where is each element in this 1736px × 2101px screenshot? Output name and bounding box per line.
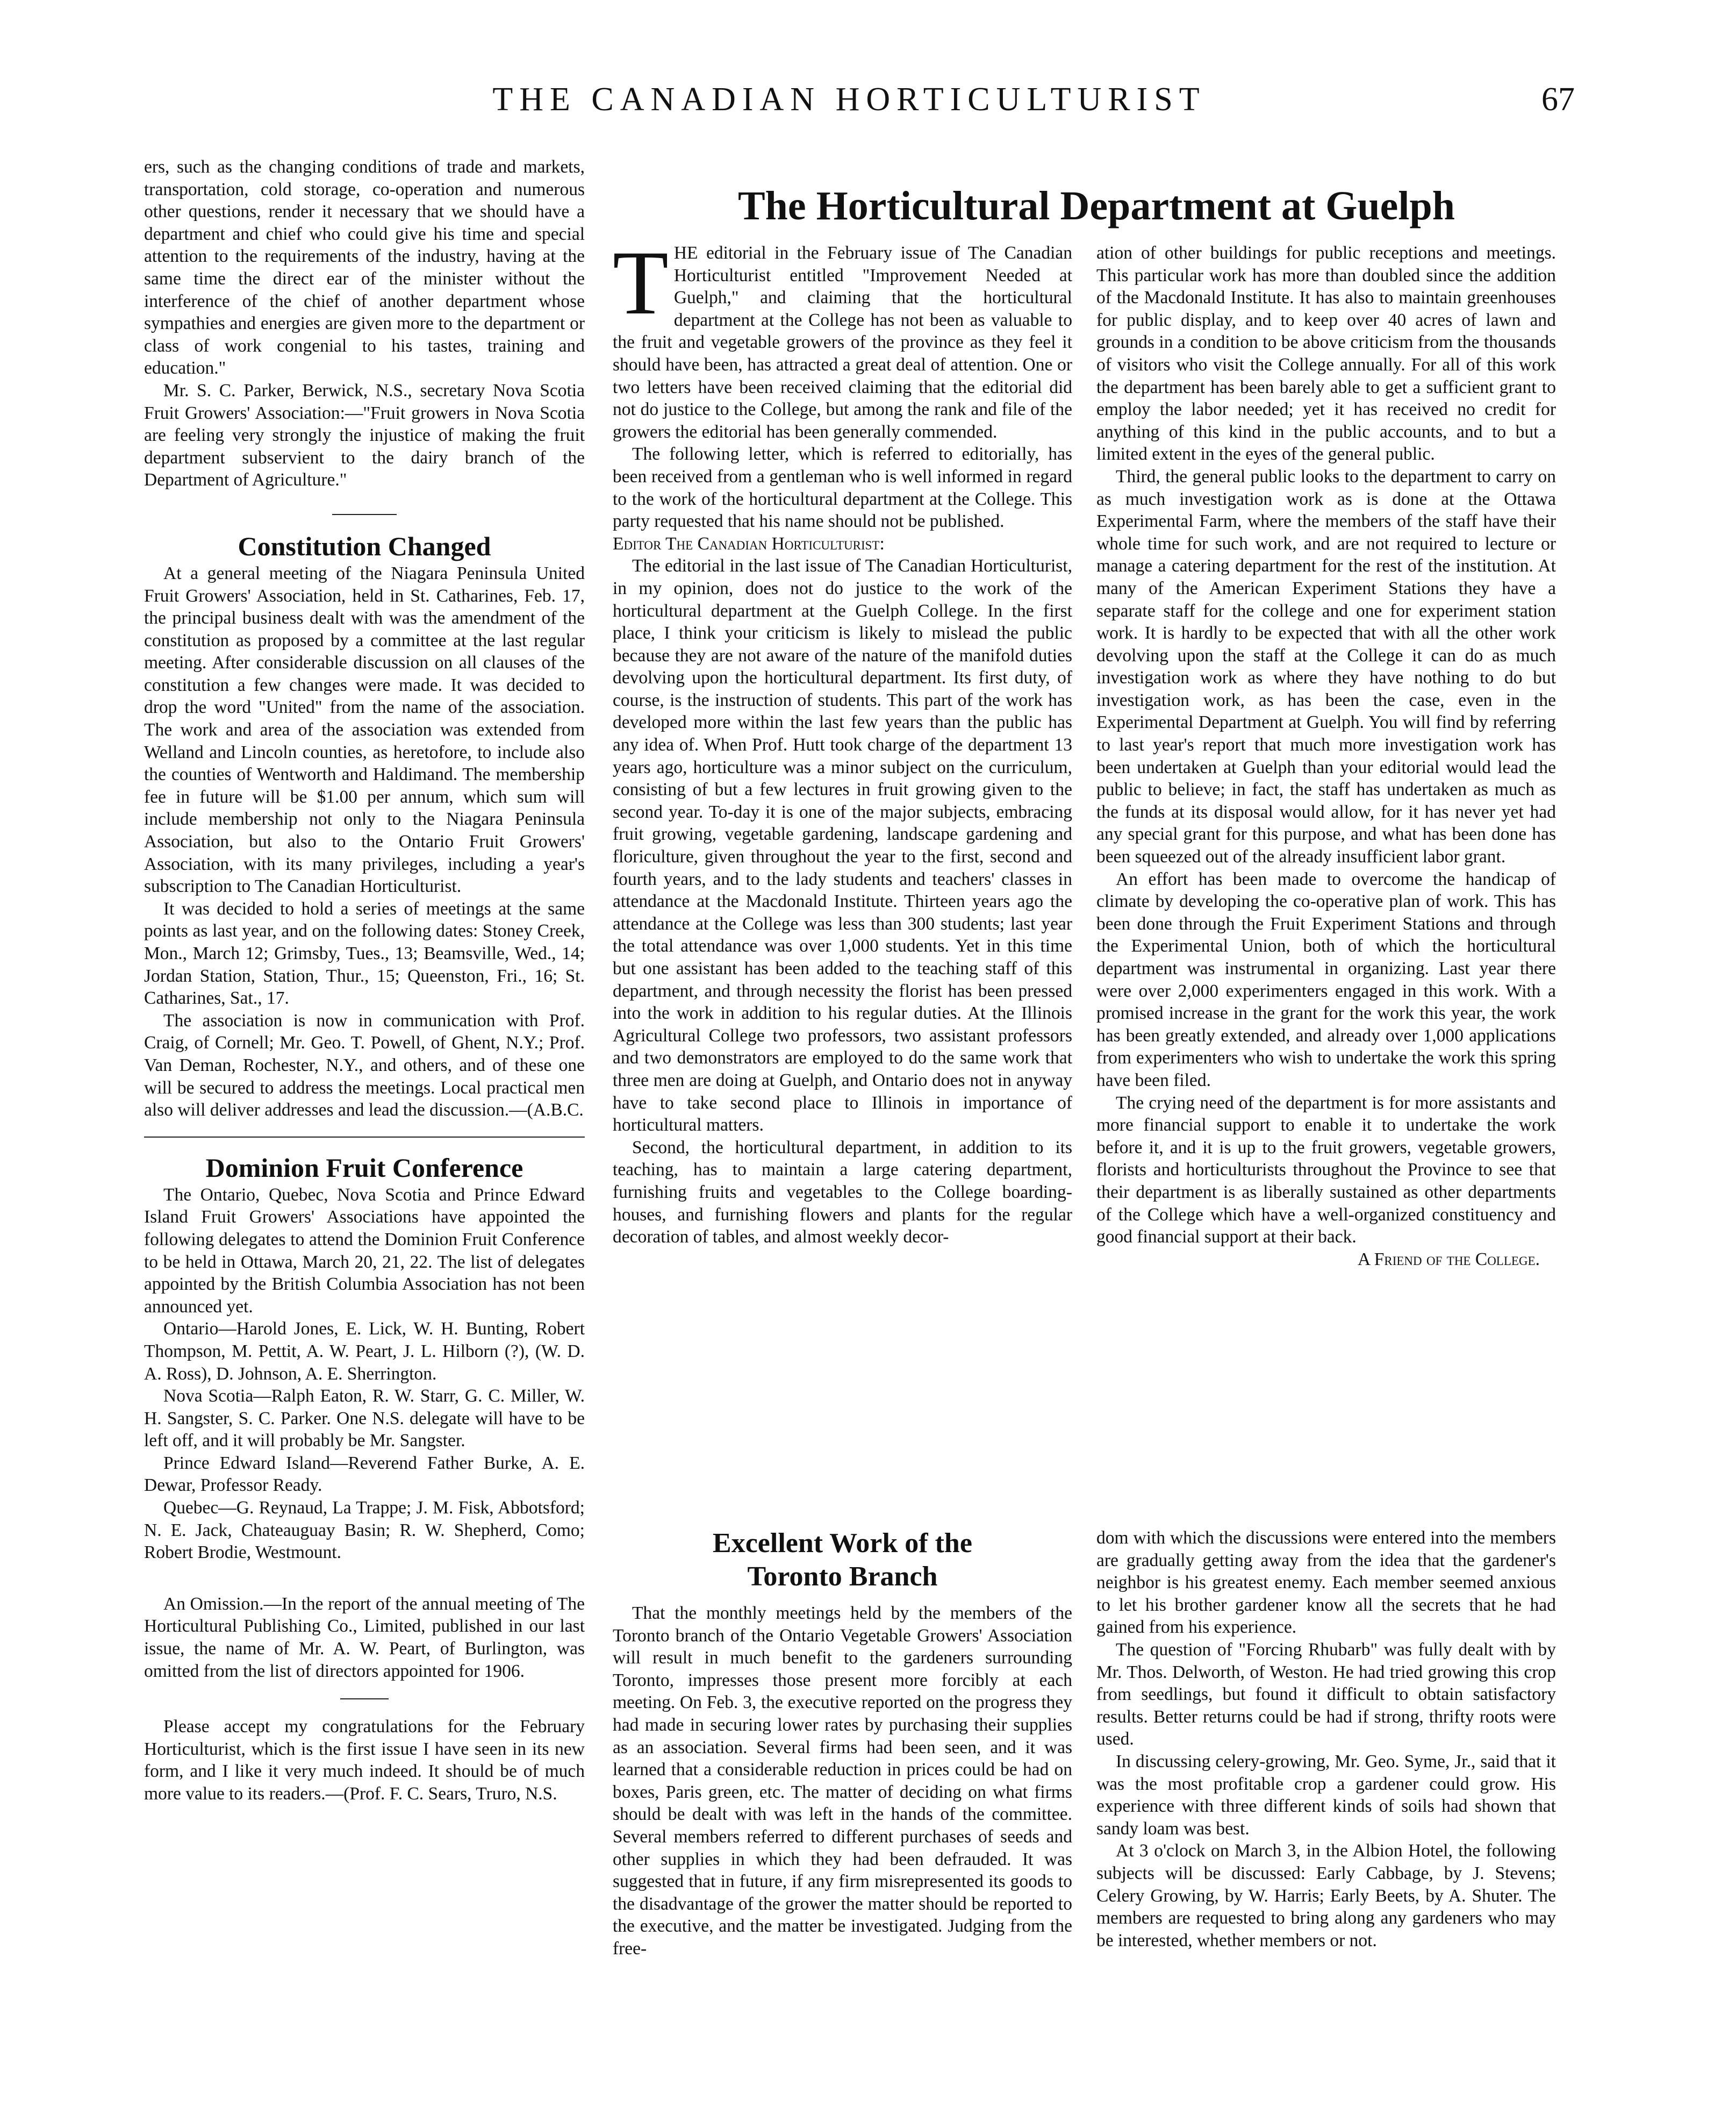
left-column — [144, 156, 585, 1805]
guelph-paragraph: Second, the horticultural department, in addition to its teaching, has to maintain a large catering department, furnishing fruits and vegetables to the College boarding-houses, and furnishing flowers and plants for the regular decoration of tables, and almost weekly decor- — [613, 1137, 1072, 1247]
guelph-paragraph: Third, the general public looks to the department to carry on as much investigation work as is done at the Ottawa Experimental Farm, where the members of the staff have their whole time for such work, and are not required to lecture or manage a catering department for the rest of the institution. At many of the American Experiment Stations they have a separate staff for the college and one for experiment station work. It is hardly to be expected that with all the other work devolving upon the staff at the College it can do as much investigation work as where they have nothing to do but investigation work, as has been the case, even in the Experimental Department at Guelph. You will find by referring to last year's report that much more investigation work has been undertaken at Guelph than your editorial would lead the public to believe; in fact, the staff has undertaken as much as the funds at its disposal would allow, for it has never yet had any special grant for this purpose, and what has been done has been squeezed out of the already insufficient labor grant. — [1096, 466, 1556, 867]
guelph-headline: The Horticultural Department at Guelph — [737, 183, 1455, 228]
toronto-column-2 — [1096, 1527, 1556, 1952]
toronto-paragraph: The question of "Forcing Rhubarb" was fully dealt with by Mr. Thos. Delworth, of Weston. He had tried growing this crop from seedlings, but found it difficult to obtain satisfactory results. Better returns could be had if strong, thrifty roots were used. — [1096, 1639, 1556, 1749]
delegates-nova-scotia: Nova Scotia—Ralph Eaton, R. W. Starr, G. C. Miller, W. H. Sangster, S. C. Parker. One N.S. delegate will have to be left off, and it will probably be Mr. Sangster. — [144, 1386, 585, 1451]
toronto-paragraph: In discussing celery-growing, Mr. Geo. Syme, Jr., said that it was the most profitable crop a gardener could grow. His experience with three different kinds of soils had shown that sandy loam was best. — [1096, 1751, 1556, 1839]
toronto-paragraph: dom with which the discussions were entered into the members are gradually getting away from the idea that the gardener's neighbor is his greatest enemy. Each member seemed anxious to let his brother gardener know all the secrets that he had gained from his experience. — [1096, 1528, 1556, 1638]
guelph-paragraph: ation of other buildings for public receptions and meetings. This particular work has more than doubled since the addition of the Macdonald Institute. It has also to maintain greenhouses for public display, and to keep over 40 acres of lawn and grounds in a condition to be above criticism from the thousands of visitors who visit the College annually. For all of this work the department has been barely able to get a sufficient grant to employ the labor needed; yet it has received no credit for anything of this kind in the public accounts, and to but a limited extent in the eyes of the general public. — [1096, 243, 1556, 464]
guelph-paragraph: The editorial in the last issue of The Canadian Horticulturist, in my opinion, does not do justice to the work of the horticultural department at the Guelph College. In the first place, I think your criticism is likely to mislead the public because they are not aware of the nature of the manifold duties devolving upon the horticultural department. Its first duty, of course, is the instruction of students. This part of the work has developed more within the last few years than the public has any idea of. When Prof. Hutt took charge of the department 13 years ago, horticulture was a minor subject on the curriculum, consisting of but a few lectures in fruit growing given to the second year. To-day it is one of the major subjects, embracing fruit growing, vegetable gardening, landscape gardening and floriculture, given throughout the year to the first, second and fourth years, and to the lady students and teachers' classes in attendance at the Macdonald Institute. Thirteen years ago the attendance at the College was less than 300 students; last year the total attendance was over 1,000 students. Yet in this time but one assistant has been added to the teaching staff of this department, and through necessity the florist has been pressed into the work in addition to his regular duties. At the Illinois Agricultural College two professors, two assistant professors and two demonstrators are employed to do the same work that three men are doing at Guelph, and Ontario does not in anyway have to take second place to Illinois in importance of horticultural matters. — [613, 556, 1072, 1135]
continuation-paragraph: ers, such as the changing conditions of trade and markets, transportation, cold storage, co-operation and numerous other questions, render it necessary that we should have a department and chief who could give his time and special attention to the requirements of the industry, having at the same time the direct ear of the minister without the interference of the chief of another department whose sympathies and energies are given more to the department or class of work congenial to his tastes, training and education." — [144, 157, 585, 378]
drop-cap: T — [613, 232, 669, 333]
constitution-paragraph: It was decided to hold a series of meetings at the same points as last year, and on the following dates: Stoney Creek, Mon., March 12; Grimsby, Tues., 13; Beamsville, Wed., 14; Jordan Station, Station, Thur., 15; Queenston, Fri., 16; St. Catharines, Sat., 17. — [144, 898, 585, 1009]
toronto-headline-line1: Excellent Work of the — [713, 1528, 972, 1559]
guelph-paragraph: An effort has been made to overcome the handicap of climate by developing the co-operative plan of work. This has been done through the Fruit Experiment Stations and through the Experimental Union, both of which the horticultural department was instrumental in organizing. Last year there were over 2,000 experimenters engaged in this work. With a promised increase in the grant for the work this year, the work has been greatly extended, and already over 1,000 applications from experimenters who wish to undertake the work this spring have been filed. — [1096, 869, 1556, 1090]
toronto-paragraph: At 3 o'clock on March 3, in the Albion Hotel, the following subjects will be discussed: Early Cabbage, by J. Stevens; Celery Growing, by W. Harris; Early Beets, by A. Shuter. The members are requested to bring along any gardeners who may be interested, whether members or not. — [1096, 1841, 1556, 1950]
constitution-paragraph: At a general meeting of the Niagara Peninsula United Fruit Growers' Association, held in St. Catharines, Feb. 17, the principal business dealt with was the amendment of the constitution as proposed by a committee at the last regular meeting. After considerable discussion on all clauses of the constitution a few changes were made. It was decided to drop the word "United" from the name of the association. The work and area of the association was extended from Welland and Lincoln counties, as heretofore, to include also the counties of Wentworth and Haldimand. The membership fee in future will be $1.00 per annum, which sum will include membership not only to the Niagara Peninsula Association, but also to the Ontario Fruit Growers' Association, with its many privileges, including a year's subscription to The Canadian Horticulturist. — [144, 563, 585, 897]
delegates-pei: Prince Edward Island—Reverend Father Burke, A. E. Dewar, Professor Ready. — [144, 1453, 585, 1496]
dominion-paragraph: The Ontario, Quebec, Nova Scotia and Prince Edward Island Fruit Growers' Associations have appointed the following delegates to attend the Dominion Fruit Conference to be held in Ottawa, March 20, 21, 22. The list of delegates appointed by the British Columbia Association has not been announced yet. — [144, 1184, 585, 1317]
congratulations-note: Please accept my congratulations for the February Horticulturist, which is the first issue I have seen in its new form, and I like it very much indeed. It should be of much more value to its readers.—(Prof. F. C. Sears, Truro, N.S. — [144, 1717, 585, 1804]
constitution-paragraph: The association is now in communication with Prof. Craig, of Cornell; Mr. Geo. T. Powell, of Ghent, N.Y.; Prof. Van Deman, Rochester, N.Y., and others, and of these one will be secured to address the meetings. Local practical men also will deliver addresses and lead the discussion.—(A.B.C. — [144, 1010, 585, 1120]
section-divider — [332, 514, 397, 515]
guelph-lead-paragraph: THE editorial in the February issue of The Canadian Horticulturist entitled "Improvement Needed at Guelph," and claiming that the horticultural department at the College has not been as valuable to the fruit and vegetable growers of the province as they feel it should have been, has attracted a great deal of attention. One or two letters have been received claiming that the editorial did not do justice to the College, but among the rank and file of the growers the editorial has been generally commended. — [613, 232, 1072, 442]
toronto-column-1 — [613, 1602, 1072, 1960]
toronto-paragraph: That the monthly meetings held by the members of the Toronto branch of the Ontario Vegetable Growers' Association will result in much benefit to the gardeners surrounding Toronto, impresses those present more forcibly at each meeting. On Feb. 3, the executive reported on the progress they had made in securing lower rates by purchasing their supplies as an association. Several firms had been seen, and it was learned that a considerable reduction in prices could be had on boxes, Paris green, etc. The matter of deciding on what firms should be dealt with was left in the hands of the committee. Several members referred to different purchases of seeds and other supplies in which they had been defrauded. It was suggested that in future, if any firm misrepresented its goods to the disadvantage of the grower the matter should be reported to the executive, and the matter be investigated. Judging from the free- — [613, 1603, 1072, 1959]
omission-note: An Omission.—In the report of the annual meeting of The Horticultural Publishing Co., Limited, published in our last issue, the name of Mr. A. W. Peart, of Burlington, was omitted from the list of directors appointed for 1906. — [144, 1593, 585, 1681]
delegates-quebec: Quebec—G. Reynaud, La Trappe; J. M. Fisk, Abbotsford; N. E. Jack, Chateauguay Basin; R. W. Shepherd, Como; Robert Brodie, Westmount. — [144, 1498, 585, 1563]
delegates-ontario: Ontario—Harold Jones, E. Lick, W. H. Bunting, Robert Thompson, M. Pettit, A. W. Peart, J. L. Hilborn (?), (W. D. A. Ross), D. Johnson, A. E. Sherrington. — [144, 1319, 585, 1384]
toronto-headline-line2: Toronto Branch — [747, 1561, 938, 1592]
running-head — [0, 81, 1736, 124]
letter-salutation: Editor The Canadian Horticulturist: — [613, 533, 885, 554]
journal-title: THE CANADIAN HORTICULTURIST — [492, 81, 1206, 118]
toronto-headline — [613, 1527, 1072, 1593]
section-divider — [144, 1137, 585, 1138]
continuation-paragraph: Mr. S. C. Parker, Berwick, N.S., secretary Nova Scotia Fruit Growers' Association:—"Fruit growers in Nova Scotia are feeling very strongly the injustice of making the fruit department subservient to the dairy branch of the Department of Agriculture." — [144, 380, 585, 490]
guelph-paragraph: The crying need of the department is for more assistants and more financial support to enable it to undertake the work before it, and it is up to the fruit growers, vegetable growers, florists and horticulturists throughout the Province to see that their department is as liberally sustained as other departments of the College which have a well-organized constituency and good financial support at their back. — [1096, 1092, 1556, 1247]
guelph-column-1 — [613, 232, 1072, 1248]
guelph-column-2 — [1096, 242, 1556, 1270]
dominion-heading: Dominion Fruit Conference — [205, 1152, 523, 1183]
signature: A Friend of the College. — [1358, 1249, 1540, 1269]
guelph-paragraph: The following letter, which is referred to editorially, has been received from a gentleman who is well informed in regard to the work of the horticultural department at the College. This party requested that his name should not be published. — [613, 444, 1072, 532]
section-divider — [340, 1698, 389, 1699]
constitution-heading: Constitution Changed — [238, 531, 491, 561]
page-number: 67 — [1541, 81, 1575, 118]
